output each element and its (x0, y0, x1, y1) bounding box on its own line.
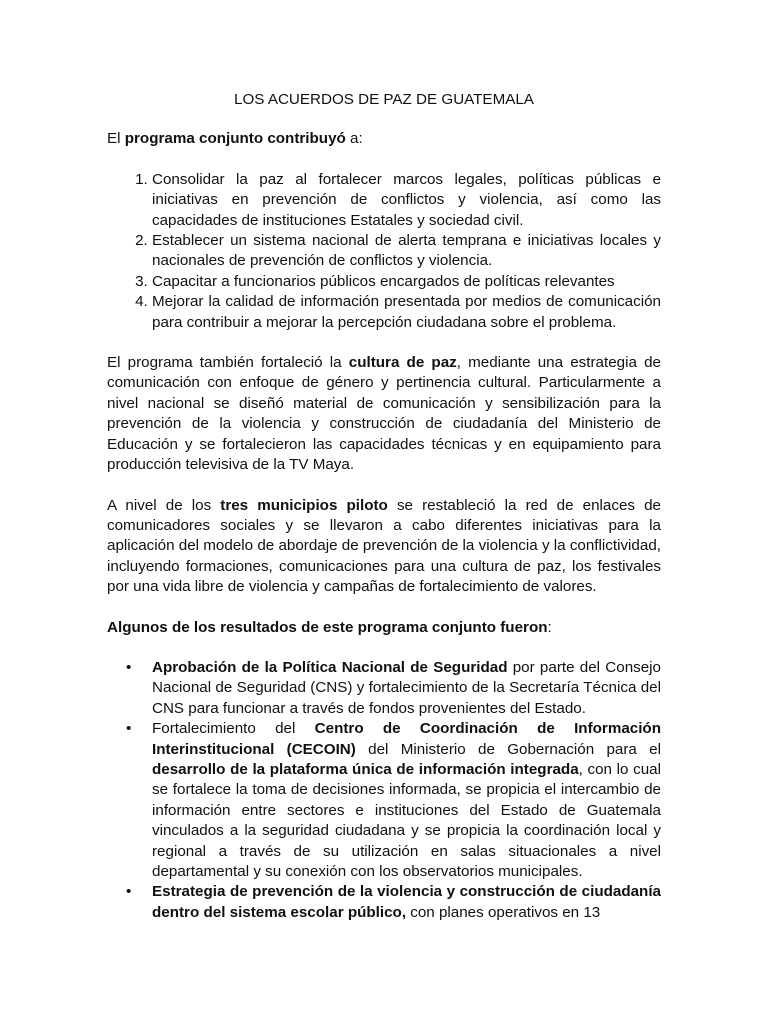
bullet-text: , con lo cual se fortalece la toma de decisiones informada, se propicia el intercambio de información entre sectores e instituciones del Estado de Guatemala vinculados a la seguridad ciudadana y se propicia la coordinación local y regional a través de su utilización en salas situacionales a nivel departamental y su conexión con los observatorios municipales. (152, 760, 661, 880)
intro-prefix: El (107, 130, 125, 148)
paragraph3-bold: tres municipios piloto (220, 496, 388, 514)
bullet-text: por parte del Consejo Nacional de Seguridad (CNS) y fortalecimiento de la Secretaría Técnica del CNS para funcionar a través de fondos provenientes del Estado. (152, 658, 662, 717)
results-heading (107, 618, 661, 638)
bullet-icon: • (126, 883, 132, 901)
results-heading-suffix: : (547, 618, 552, 636)
numbered-list (107, 170, 661, 333)
bullet-icon: • (126, 720, 132, 738)
municipios-piloto-paragraph (107, 496, 661, 598)
bullet-icon: • (126, 658, 132, 676)
bullet-text: con planes operativos en 13 (406, 903, 601, 921)
bullet-text: Fortalecimiento del (152, 720, 315, 738)
paragraph3-prefix: A nivel de los (107, 496, 221, 514)
bullet-item (126, 719, 661, 882)
results-bullet-list (107, 658, 661, 923)
numbered-list-item: 1. Consolidar la paz al fortalecer marcos legales, políticas públicas e iniciativas en prevención de conflictos y violencia, así como las capacidades de instituciones Estatales y sociedad civil. (152, 170, 661, 231)
paragraph2-bold: cultura de paz (348, 354, 457, 372)
cultura-de-paz-paragraph (107, 353, 661, 475)
bullet-bold-text: Estrategia de prevención de la violencia y construcción de ciudadanía dentro del sistema escolar público, (152, 883, 661, 921)
paragraph2-suffix: , mediante una estrategia de comunicación con enfoque de género y pertinencia cultural. Particularmente a nivel nacional se diseñó material de comunicación y sensibilización para la prevención de la violencia y construcción de ciudadanía del Ministerio de Educación y se fortalecieron las capacidades técnicas y en equipamiento para producción televisiva de la TV Maya. (107, 354, 661, 474)
intro-bold: programa conjunto contribuyó (124, 130, 346, 148)
intro-suffix: a: (345, 130, 363, 148)
bullet-bold-text: Centro de Coordinación de Información Interinstitucional (CECOIN) (152, 720, 661, 758)
bullet-item (126, 658, 662, 719)
bullet-bold-text: desarrollo de la plataforma única de información integrada (152, 760, 579, 778)
numbered-list-item: 3. Capacitar a funcionarios públicos encargados de políticas relevantes (152, 272, 661, 292)
document-title: LOS ACUERDOS DE PAZ DE GUATEMALA (234, 91, 534, 108)
numbered-list-item: 4. Mejorar la calidad de información presentada por medios de comunicación para contribuir a mejorar la percepción ciudadana sobre el problema. (152, 292, 661, 333)
bullet-text: del Ministerio de Gobernación para el (355, 740, 661, 758)
intro-paragraph (107, 129, 661, 149)
bullet-item (126, 882, 661, 923)
results-heading-bold: Algunos de los resultados de este programa conjunto fueron (107, 618, 548, 636)
document-page (107, 90, 661, 943)
bullet-bold-text: Aprobación de la Política Nacional de Seguridad (152, 658, 508, 676)
numbered-list-item: 2. Establecer un sistema nacional de alerta temprana e iniciativas locales y nacionales de prevención de conflictos y violencia. (152, 231, 661, 272)
paragraph2-prefix: El programa también fortaleció la (107, 354, 349, 372)
paragraph3-suffix: se restableció la red de enlaces de comunicadores sociales y se llevaron a cabo diferentes iniciativas para la aplicación del modelo de abordaje de prevención de la violencia y la conflictividad, incluyendo formaciones, comunicaciones para una cultura de paz, los festivales por una vida libre de violencia y campañas de fortalecimiento de valores. (107, 496, 661, 596)
